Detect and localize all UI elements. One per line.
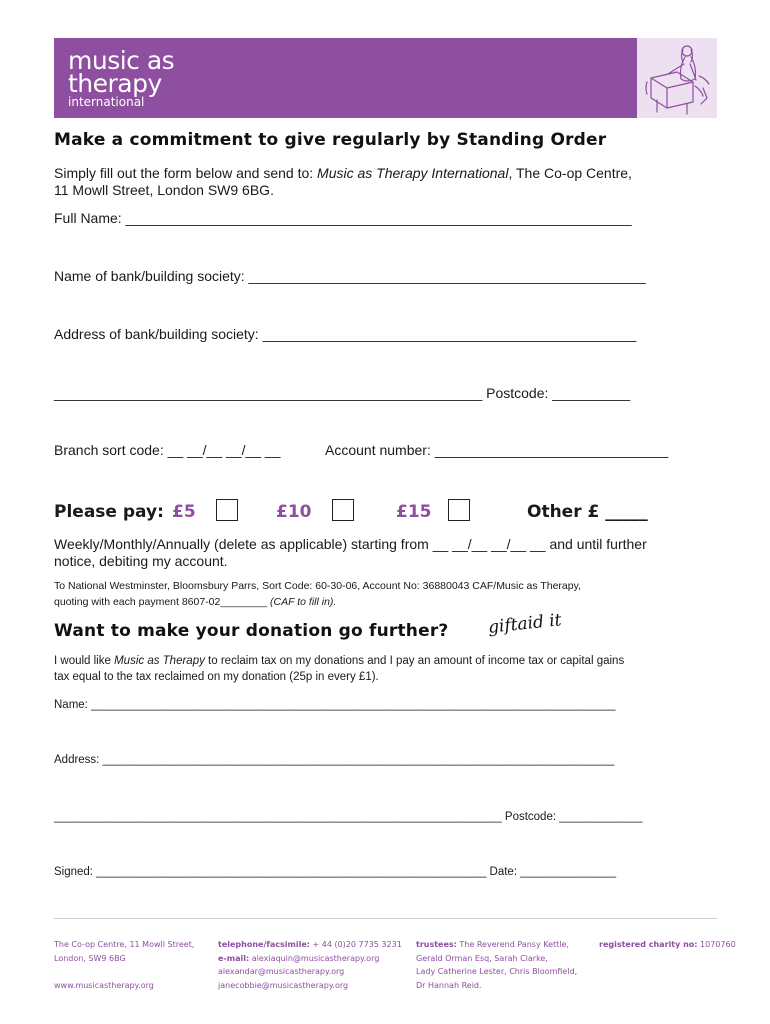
footer-charity-number: 1070760 (697, 940, 736, 949)
intro-part-c: , The Co-op Centre, (508, 165, 632, 181)
intro-org-name: Music as Therapy International (317, 165, 509, 181)
footer-charity (599, 938, 736, 952)
logo (68, 48, 174, 108)
footer-trustee-3: Lady Catherine Lester, Chris Bloomfield, (416, 967, 578, 976)
footer-charity-label: registered charity no: (599, 940, 698, 949)
amount-5-checkbox[interactable] (216, 499, 238, 521)
footer-trustee-2: Gerald Orman Esq, Sarah Clarke, (416, 953, 548, 963)
footer-trustees-label: trustees: (416, 940, 457, 949)
footer-trustee-1: The Reverend Pansy Kettle, (456, 940, 569, 949)
sort-code-field[interactable]: Branch sort code: __ __/__ __/__ __ (54, 442, 281, 458)
footer-address-line-2: London, SW9 6BG (54, 953, 126, 963)
amount-15-checkbox[interactable] (448, 499, 470, 521)
header-banner (54, 38, 717, 118)
intro-address: 11 Mowll Street, London SW9 6BG. (54, 182, 274, 198)
intro-text (54, 165, 632, 199)
bank-instruction-text (54, 578, 581, 610)
footer-email-1[interactable]: alexiaquin@musicastherapy.org (249, 953, 380, 963)
giftaid-address-field[interactable]: Address: ________________________________________________________________________________ (54, 754, 615, 766)
footer-website-link[interactable]: www.musicastherapy.org (54, 980, 154, 990)
footer-contact (218, 938, 402, 992)
footer-divider (54, 918, 717, 919)
footer-phone-label: telephone/facsimile: (218, 940, 310, 949)
footer-address-line-1: The Co-op Centre, 11 Mowll Street, (54, 940, 195, 949)
footer-trustees (416, 938, 577, 992)
frequency-line-2: notice, debiting my account. (54, 553, 228, 569)
pay-amount-row (54, 498, 694, 526)
amount-10-checkbox[interactable] (332, 499, 354, 521)
frequency-line-1: Weekly/Monthly/Annually (delete as applicable) starting from __ __/__ __/__ __ and until further (54, 536, 647, 552)
giftaid-postcode-field[interactable]: ______________________________________________________________________ Postcode: _____________ (54, 811, 643, 823)
giftaid-line-2: tax equal to the tax reclaimed on my donation (25p in every £1). (54, 671, 379, 683)
music-therapist-illustration-icon (637, 38, 717, 118)
account-number-field[interactable]: Account number: ______________________________ (325, 442, 669, 458)
bank-name-field[interactable]: Name of bank/building society: ___________________________________________________ (54, 268, 646, 284)
footer-address (54, 938, 194, 992)
amount-5-label: £5 (172, 502, 196, 522)
bank-address-field[interactable]: Address of bank/building society: ________________________________________________ (54, 326, 637, 342)
standing-order-heading: Make a commitment to give regularly by Standing Order (54, 130, 607, 150)
please-pay-label (54, 502, 164, 522)
other-amount-field[interactable]: Other £ _____ (527, 502, 648, 522)
giftaid-logo: giftaid it (487, 610, 563, 638)
caf-note: (CAF to fill in). (270, 596, 337, 608)
logo-line-3: international (68, 95, 145, 109)
giftaid-heading: Want to make your donation go further? (54, 621, 449, 641)
intro-part-a: Simply fill out the form below and send to: (54, 165, 318, 181)
please-pay-colon: : (157, 502, 164, 522)
footer-trustee-4: Dr Hannah Reid. (416, 980, 482, 990)
please-pay-text: Please pay (54, 502, 158, 522)
footer-email-label: e-mail: (218, 953, 250, 963)
bank-instruction-line-2: quoting with each payment 8607-02________ (54, 596, 270, 608)
illustration-panel (637, 38, 717, 118)
logo-line-2: therapy (68, 69, 162, 98)
footer-email-3[interactable]: janecobbie@musicastherapy.org (218, 980, 349, 990)
giftaid-name-field[interactable]: Name: __________________________________________________________________________________ (54, 699, 616, 711)
amount-10-label: £10 (276, 502, 312, 522)
bank-address-postcode-field[interactable]: _______________________________________________________ Postcode: __________ (54, 385, 631, 401)
full-name-field[interactable]: Full Name: _________________________________________________________________ (54, 210, 632, 226)
bank-instruction-line-1: To National Westminster, Bloomsbury Parrs, Sort Code: 60-30-06, Account No: 36880043 CAF/Music as Therapy, (54, 580, 581, 592)
giftaid-line-1a: I would like (54, 655, 115, 667)
footer-phone: + 44 (0)20 7735 3231 (309, 940, 402, 949)
frequency-text[interactable] (54, 536, 647, 570)
logo-line-1: music as (68, 46, 175, 75)
signature-date-field[interactable]: Signed: _____________________________________________________________ Date: _______________ (54, 866, 617, 878)
giftaid-org-name: Music as Therapy (114, 655, 205, 667)
amount-15-label: £15 (396, 502, 432, 522)
giftaid-declaration (54, 653, 624, 685)
giftaid-line-1c: to reclaim tax on my donations and I pay an amount of income tax or capital gains (204, 655, 625, 667)
footer-email-2[interactable]: alexandar@musicastherapy.org (218, 967, 345, 976)
